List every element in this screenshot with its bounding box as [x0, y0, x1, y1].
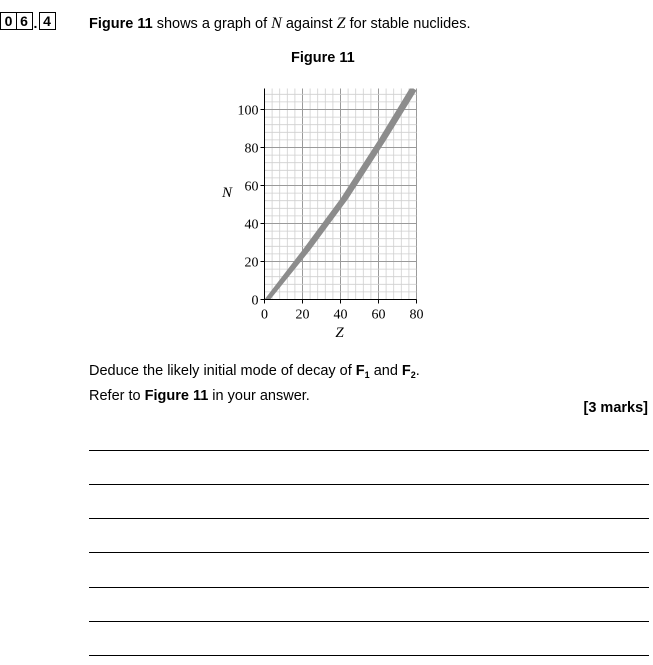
question-number-digit: 6	[16, 12, 33, 30]
x-axis-label: Z	[335, 325, 344, 341]
question-number-digit: 0	[0, 12, 17, 30]
intro-text: shows a graph of	[152, 16, 272, 32]
y-tick-label: 20	[244, 255, 259, 271]
answer-line[interactable]	[89, 587, 649, 588]
y-tick-label: 80	[244, 141, 259, 157]
x-tick-label: 20	[295, 307, 310, 323]
question-prompt	[89, 361, 420, 407]
figure-reference: Figure 11	[89, 16, 153, 32]
nuclide-f1: $F_1$	[355, 363, 370, 380]
intro-var-n: N	[271, 15, 282, 32]
y-axis-label: N	[221, 185, 233, 201]
y-tick-label: 60	[244, 179, 259, 195]
figure-title: Figure 11	[291, 50, 355, 66]
answer-line[interactable]	[89, 552, 649, 553]
y-tick-label: 100	[237, 103, 259, 119]
intro-var-z: Z	[336, 15, 346, 32]
answer-line[interactable]	[89, 621, 649, 622]
y-tick-label: 40	[244, 217, 259, 233]
x-tick-label: 40	[333, 307, 348, 323]
prompt-line-2: Refer to Figure 11 in your answer.	[89, 388, 310, 404]
intro-text: against	[281, 16, 337, 32]
question-part-digit: 4	[39, 12, 56, 30]
answer-line[interactable]	[89, 450, 649, 451]
answer-line[interactable]	[89, 655, 649, 656]
intro-text: for stable nuclides.	[345, 16, 471, 32]
x-tick-label: 0	[261, 307, 268, 323]
x-tick-label: 80	[409, 307, 424, 323]
y-tick-label: 0	[251, 293, 259, 309]
marks-label: [3 marks]	[583, 400, 648, 416]
figure-reference: Figure 11	[144, 388, 209, 404]
question-number-dot: .	[33, 15, 38, 31]
prompt-line-1: Deduce the likely initial mode of decay of $F_1$ and $F_2$.	[89, 363, 420, 380]
x-tick-label: 60	[371, 307, 386, 323]
answer-line[interactable]	[89, 518, 649, 519]
nuclide-f2: $F_2$	[401, 363, 416, 380]
answer-line[interactable]	[89, 484, 649, 485]
